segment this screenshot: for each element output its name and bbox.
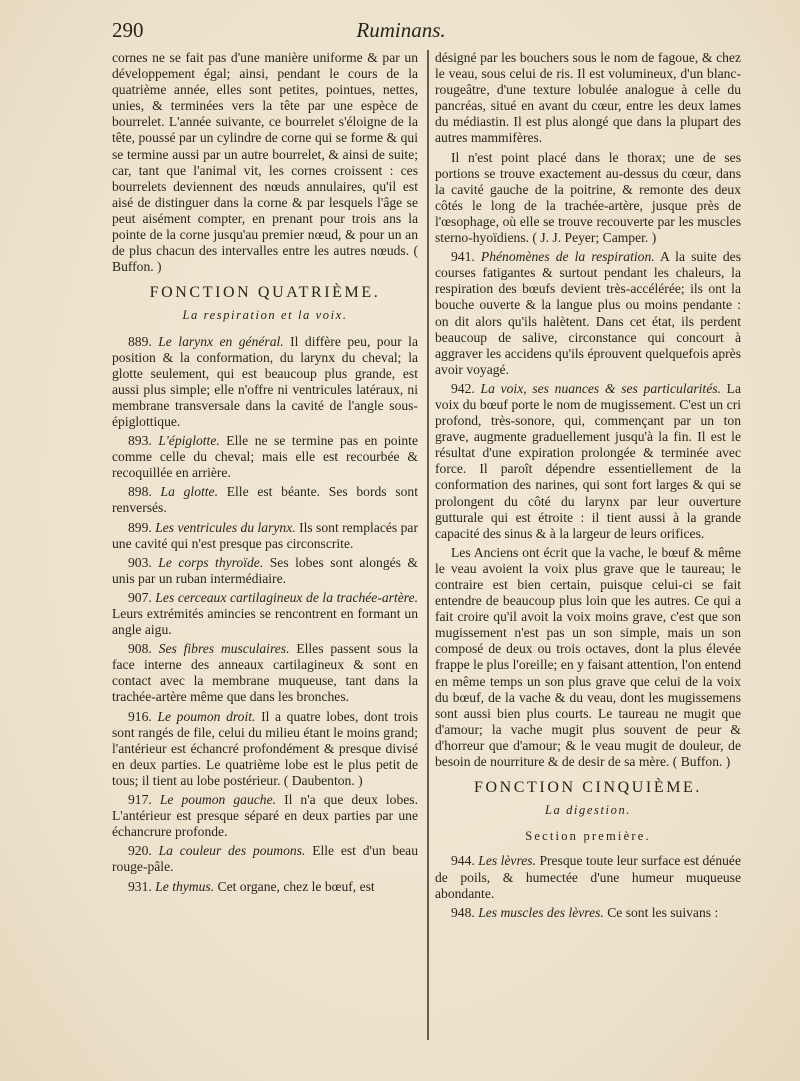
paragraph-list: [435, 853, 741, 920]
page-header: [112, 18, 690, 46]
page-number: 290: [112, 18, 144, 42]
paragraph-list: [435, 249, 741, 542]
right-column: [435, 50, 741, 924]
paragraph-title: L'épiglotte.: [158, 433, 220, 449]
paragraph-text: Ce sont les suivans :: [607, 904, 719, 920]
paragraph-number: 908.: [128, 641, 152, 657]
paragraph-title: Les ventricules du larynx.: [155, 519, 296, 535]
paragraph-title: La couleur des poumons.: [158, 843, 306, 859]
numbered-paragraph: [112, 555, 418, 587]
numbered-paragraph: [435, 249, 741, 378]
numbered-paragraph: [435, 905, 741, 921]
section-heading: Section première.: [525, 829, 651, 844]
function-heading: FONCTION CINQUIÈME.: [473, 779, 703, 797]
paragraph-text: Ses lobes sont alongés & unis par un ruban intermédiaire.: [112, 554, 418, 586]
paragraph-number: 907.: [128, 589, 152, 605]
column-divider: [427, 50, 429, 1040]
paragraph-text: Elle est d'un beau rouge-pâle.: [112, 843, 418, 875]
paragraph-title: La glotte.: [160, 484, 218, 500]
running-title: Ruminans.: [356, 18, 446, 42]
paragraph-title: Les lèvres.: [478, 853, 536, 869]
paragraph-title: Le larynx en général.: [158, 333, 284, 349]
paragraph-number: 898.: [128, 484, 152, 500]
paragraph-title: Phénomènes de la respiration.: [480, 249, 655, 265]
paragraph-title: Le poumon droit.: [157, 708, 256, 724]
numbered-paragraph: [112, 792, 418, 840]
numbered-paragraph: [112, 334, 418, 431]
paragraph-number: 903.: [128, 554, 152, 570]
paragraph-title: Ses fibres musculaires.: [158, 641, 290, 657]
paragraph: cornes ne se fait pas d'une manière uniforme & par un développement égal; ainsi, pendant le cours de la quatrième année, elles sont petites, pointues, nettes, unies, & terminées vers la tête par une espèce de bourrelet. L'année suivante, ce bourrelet s'éloigne de la tête, poussé par un cylindre de corne qui se forme & qui se termine aussi par un autre bourrelet, & ainsi de suite; car, tant que l'animal vit, les cornes croissent : ces bourrelets deviennent des nœuds annulaires, qu'il est aisé de distinguer dans la corne & par lesquels l'âge se peut aisément compter, en prenant pour trois ans la pointe de la corne jusqu'au premier nœud, & pour un an de plus chacun des intervalles entre les autres nœuds. ( Buffon. ): [112, 50, 418, 275]
paragraph-text: Leurs extrémités amincies se rencontrent en formant un angle aigu.: [112, 606, 418, 638]
paragraph-text: Elle est béante. Ses bords sont renversés.: [112, 484, 418, 516]
paragraph: Les Anciens ont écrit que la vache, le bœuf & même le veau avoient la voix plus grave que le taureau; le contraire est bien certain, puisque celui-ci se fait entendre de beaucoup plus loin que les autres. Ce qui a fait croire qu'il avoit la voix moins grave, c'est que son mugissement n'est pas un son simple, mais un son composé de deux ou trois octaves, dont la plus élevée frappe le plus l'oreille; en y faisant attention, l'on entend en même temps un son plus grave que celui de la voix du bœuf, de la vache & du veau, dont les mugissemens sont aussi bien plus courts. Le taureau ne mugit que d'amour; la vache mugit plus souvent de peur & d'horreur que d'amour; & le veau mugit de douleur, de besoin de nourriture & de desir de sa mère. ( Buffon. ): [435, 544, 741, 770]
paragraph-text: A la suite des courses fatigantes & surtout pendant les chaleurs, la respiration des bœufs devient très-accélérée; ils ont la bouche ouverte & la langue plus ou moins pendante : on dit alors qu'ils halètent. Dans cet état, ils perdent beaucoup de salive, circonstance qui concourt à aggraver les accidens qu'ils éprouvent quelquefois après avoir voyagé.: [435, 249, 741, 377]
paragraph-title: La voix, ses nuances & ses particularités.: [480, 380, 721, 396]
paragraph-number: 899.: [128, 519, 152, 535]
numbered-paragraph: [112, 484, 418, 516]
paragraph-text: Elle ne se termine pas en pointe comme celle du cheval; mais elle est recourbée & recoquillée en arrière.: [112, 433, 418, 481]
numbered-paragraph: [112, 590, 418, 638]
paragraph-number: 889.: [128, 333, 152, 349]
numbered-paragraph: [112, 433, 418, 481]
paragraph-title: Le thymus.: [155, 878, 215, 894]
numbered-paragraph: [112, 641, 418, 705]
numbered-paragraph: [112, 843, 418, 875]
function-subheading: La respiration et la voix.: [182, 308, 348, 323]
numbered-paragraph: [112, 879, 418, 895]
paragraph-title: Le poumon gauche.: [159, 792, 277, 808]
paragraph-text: Il n'a que deux lobes. L'antérieur est presque séparé en deux parties par une échancrure profonde.: [112, 792, 419, 840]
left-column: [112, 50, 418, 898]
paragraph-list: [112, 334, 418, 895]
numbered-paragraph: [112, 709, 418, 789]
paragraph-number: 916.: [128, 708, 152, 724]
paragraph: Il n'est point placé dans le thorax; une de ses portions se trouve exactement au-dessus du cœur, dans la cavité gauche de la poitrine, & remonte des deux côtés le long de la trachée-artère, jusque près de l'œsophage, où elle se trouve recouverte par les muscles sterno-hyoïdiens. ( J. J. Peyer; Camper. ): [435, 149, 741, 246]
paragraph-number: 920.: [128, 843, 152, 859]
paragraph-text: Cet organe, chez le bœuf, est: [217, 878, 375, 894]
numbered-paragraph: [435, 853, 741, 901]
paragraph-number: 941.: [451, 249, 475, 265]
paragraph-number: 917.: [128, 792, 152, 808]
paragraph-title: Le corps thyroïde.: [158, 554, 264, 570]
paragraph-number: 942.: [451, 380, 475, 396]
function-subheading: La digestion.: [544, 803, 632, 818]
paragraph-text: Il a quatre lobes, dont trois sont rangés de file, celui du milieu étant le moins grand; l'antérieur est échancré profondément & presque divisé en deux parties. Le quatrième lobe est le plus petit de tous; il tient au lobe postérieur. ( Daubenton. ): [112, 708, 418, 788]
numbered-paragraph: [435, 381, 741, 542]
numbered-paragraph: [112, 520, 418, 552]
paragraph-text: Il diffère peu, pour la position & la conformation, du larynx du cheval; la glotte seulement, qui est beaucoup plus grande, est aussi plus simple; elle n'offre ni ventricules latéraux, ni membrane transversale dans la cavité de l'angle sous-épiglottique.: [112, 333, 418, 429]
paragraph: désigné par les bouchers sous le nom de fagoue, & chez le veau, sous celui de ris. Il est volumineux, d'un blanc-rougeâtre, d'une texture lobulée analogue à celle du pancréas, situé en avant du cœur, entre les deux lames du médiastin. Il est plus alongé que dans la plupart des autres mammifères.: [435, 50, 741, 146]
function-heading: FONCTION QUATRIÈME.: [149, 284, 381, 302]
paragraph-text: La voix du bœuf porte le nom de mugissement. C'est un cri profond, très-sonore, qui, commençant par un ton grave, augmente graduellement jusqu'à la fin. Il est le résultat d'une expiration prolongée & terminée avec force. Il paroît dépendre essentiellement de la conformation des narines, qui sont fort larges & qui se prolongent du côté du larynx par leur ouverture gutturale qui est étroite : il tient aussi à la grande capacité des sinus & à la largeur de leurs orifices.: [435, 380, 741, 541]
paragraph-number: 931.: [128, 878, 152, 894]
paragraph-number: 948.: [451, 904, 475, 920]
paragraph-text: Presque toute leur surface est dénuée de poils, & humectée d'une humeur muqueuse abondante.: [435, 853, 741, 901]
paragraph-title: Les cerceaux cartilagineux de la trachée-artère.: [155, 589, 418, 605]
paragraph-number: 893.: [128, 433, 152, 449]
paragraph-text: Elles passent sous la face interne des anneaux cartilagineux & sont en contact avec la membrane muqueuse, tant dans la trachée-artère même que dans les bronches.: [112, 641, 418, 705]
paragraph-title: Les muscles des lèvres.: [478, 904, 604, 920]
paragraph-text: Ils sont remplacés par une cavité qui n'est presque pas circonscrite.: [112, 519, 418, 551]
paragraph-number: 944.: [451, 853, 475, 869]
